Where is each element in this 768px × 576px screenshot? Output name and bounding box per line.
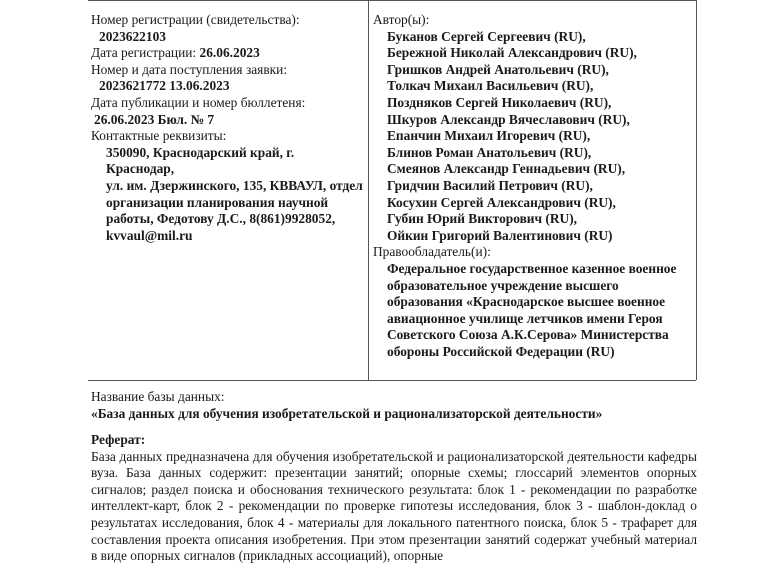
author-item: Поздняков Сергей Николаевич (RU), [387, 94, 612, 110]
reg-date-label: Дата регистрации: [91, 45, 197, 61]
authors-list [373, 29, 695, 245]
contacts-email: kvvaul@mil.ru [106, 227, 193, 243]
reg-number-label: Номер регистрации (свидетельства): [91, 12, 300, 27]
database-name-value: «База данных для обучения изобретательской и рационализаторской деятельности» [91, 405, 603, 421]
author-item: Ойкин Григорий Валентинович (RU) [387, 227, 613, 243]
contacts-line: 350090, Краснодарский край, г. Краснодар, [106, 144, 295, 177]
contacts-line: организации планирования научной [106, 194, 329, 210]
right-column [373, 12, 695, 360]
author-item: Гридчин Василий Петрович (RU), [387, 177, 593, 193]
abstract-text: База данных предназначена для обучения изобретательской и рационализаторской деятельности кафедры вуза. База данных содержит: презентации занятий; опорные схемы; глоссарий элементов опорных сигналов; раздел поиска и обоснования технического результата: блок 1 - рекомендации по разработке интеллект-карт, блок 2 - рекомендации по проверке гипотезы исследования, блок 3 - шаблон-доклад о результатах исследования, блок 4 - материалы для локального патентного поиска, блок 5 - трафарет для составления проекта описания изобретения. При этом презентации занятий содержат учебный материал в виде опорных сигналов (прикладных ассоциаций), опорные [91, 448, 697, 564]
author-item: Блинов Роман Анатольевич (RU), [387, 144, 592, 160]
reg-date-value: 26.06.2023 [199, 45, 260, 61]
reg-date-line [91, 45, 363, 62]
right-border [696, 0, 697, 380]
holder-line: образовательное учреждение высшего [387, 277, 619, 293]
column-divider [368, 0, 369, 380]
reg-number-value: 2023622103 [99, 28, 166, 44]
abstract-block [91, 432, 697, 565]
author-item: Бережной Николай Александрович (RU), [387, 45, 637, 61]
author-item: Гришков Андрей Анатольевич (RU), [387, 61, 609, 77]
author-item: Косухин Сергей Александрович (RU), [387, 194, 616, 210]
database-name-block [91, 389, 697, 422]
abstract-heading: Реферат: [91, 432, 146, 447]
application-value: 2023621772 13.06.2023 [99, 78, 230, 94]
authors-label: Автор(ы): [373, 12, 430, 27]
holder-line: Федеральное государственное казенное военное [387, 260, 677, 276]
contacts-line: работы, Федотову Д.С., 8(861)9928052, [106, 211, 336, 227]
top-rule [88, 0, 696, 1]
publication-value: 26.06.2023 Бюл. № 7 [94, 111, 215, 127]
author-item: Шкуров Александр Вячеславович (RU), [387, 111, 630, 127]
holder-line: авиационное училище летчиков имени Героя [387, 310, 663, 326]
contacts-label: Контактные реквизиты: [91, 128, 227, 144]
author-item: Смеянов Александр Геннадьевич (RU), [387, 161, 626, 177]
author-item: Епанчин Михаил Игоревич (RU), [387, 128, 591, 144]
left-column [91, 12, 363, 244]
author-item: Губин Юрий Викторович (RU), [387, 211, 578, 227]
holder-line: обороны Российской Федерации (RU) [387, 343, 615, 359]
application-label: Номер и дата поступления заявки: [91, 61, 288, 77]
author-item: Буканов Сергей Сергеевич (RU), [387, 28, 586, 44]
holder-line: образования «Краснодарское высшее военное [387, 294, 666, 310]
contacts-line: ул. им. Дзержинского, 135, КВВАУЛ, отдел [106, 177, 363, 193]
holder-block [373, 261, 695, 361]
database-name-label: Название базы данных: [91, 389, 225, 404]
holder-line: Советского Союза А.К.Серова» Министерства [387, 327, 669, 343]
author-item: Толкач Михаил Васильевич (RU), [387, 78, 594, 94]
contacts-block [91, 145, 363, 245]
publication-label: Дата публикации и номер бюллетеня: [91, 94, 306, 110]
holder-label: Правообладатель(и): [373, 244, 491, 260]
